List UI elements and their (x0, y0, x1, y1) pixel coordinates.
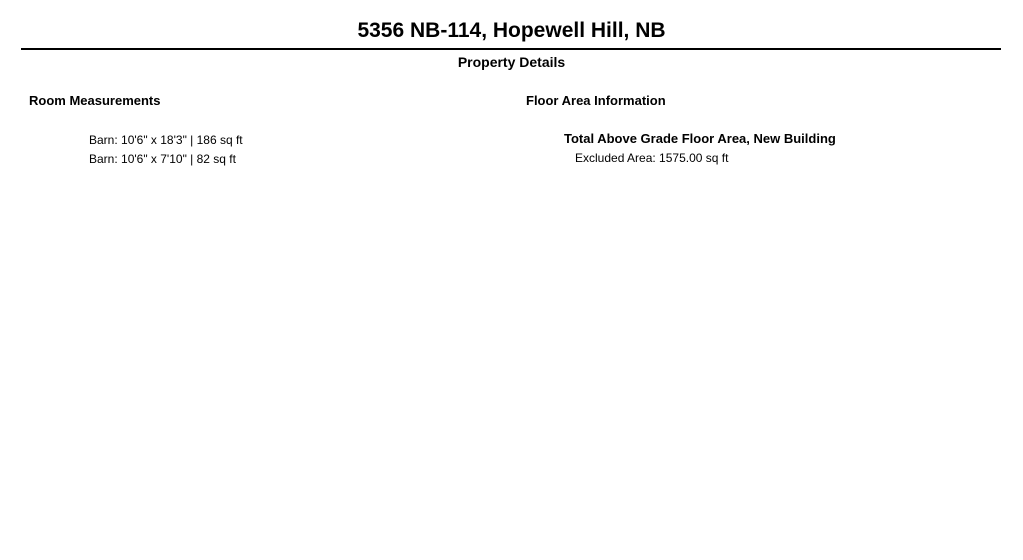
floor-area-group-title: Total Above Grade Floor Area, New Building (564, 131, 836, 146)
floor-area-heading: Floor Area Information (526, 93, 666, 108)
room-measurements-list (89, 131, 243, 169)
floor-area-group (564, 130, 836, 166)
room-item: Barn: 10'6" x 7'10" | 82 sq ft (89, 152, 236, 166)
room-measurements-heading: Room Measurements (29, 93, 161, 108)
page-title: 5356 NB-114, Hopewell Hill, NB (357, 19, 666, 42)
title-divider (21, 48, 1001, 50)
excluded-area-value: Excluded Area: 1575.00 sq ft (575, 151, 729, 165)
room-item: Barn: 10'6" x 18'3" | 186 sq ft (89, 133, 243, 147)
section-title: Property Details (457, 54, 566, 70)
